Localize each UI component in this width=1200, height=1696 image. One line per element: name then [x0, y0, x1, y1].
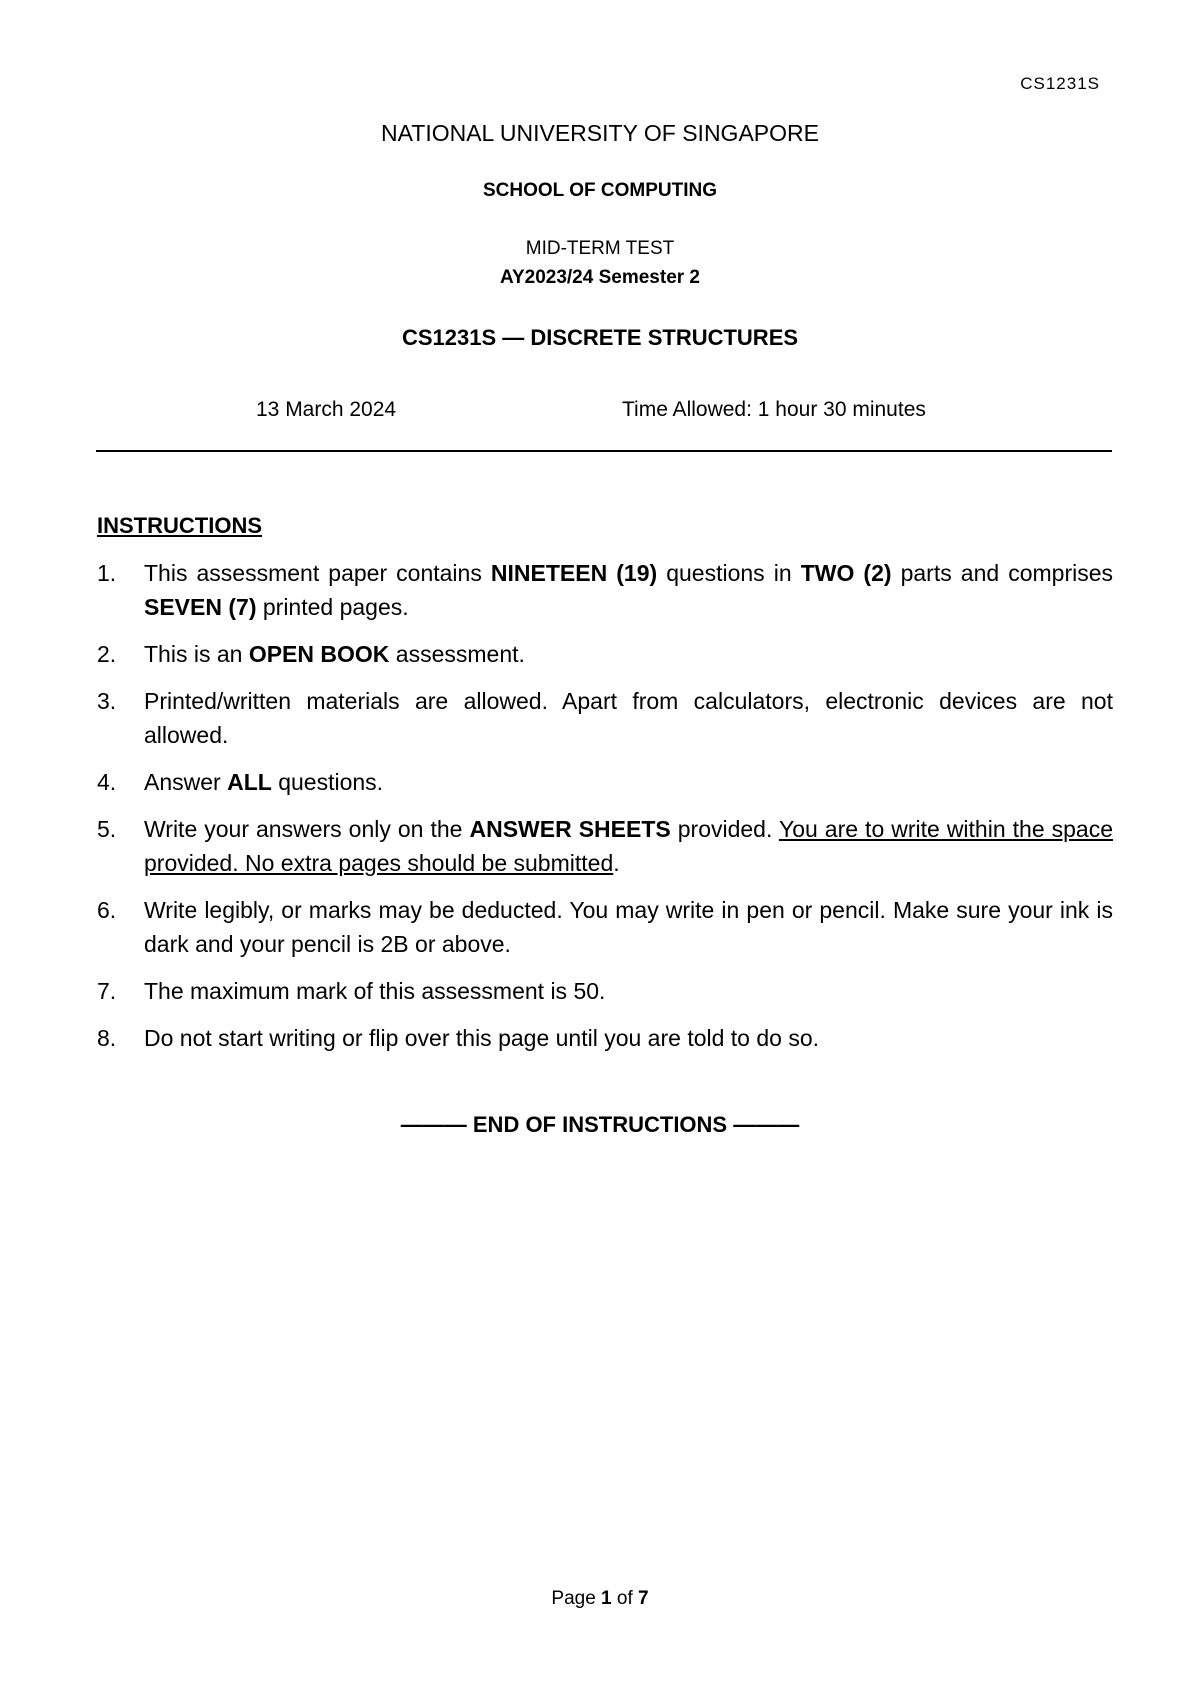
page-total: 7: [638, 1588, 649, 1609]
instructions-list: [97, 556, 1113, 1068]
instruction-item: [97, 893, 1113, 961]
page-of: of: [611, 1588, 639, 1609]
instruction-emphasis: NINETEEN (19): [490, 560, 658, 586]
instruction-number: 5.: [97, 816, 117, 842]
page-current: 1: [601, 1588, 612, 1609]
instruction-text: parts and comprises: [891, 560, 1114, 586]
instruction-item: [97, 1021, 1113, 1055]
instruction-item: [97, 974, 1113, 1008]
instruction-emphasis: SEVEN (7): [144, 594, 257, 620]
instruction-text: The maximum mark of this assessment is 50.: [144, 978, 606, 1004]
course-title: CS1231S — DISCRETE STRUCTURES: [401, 325, 799, 350]
academic-year: AY2023/24 Semester 2: [499, 267, 700, 288]
header-course-code: CS1231S: [1020, 74, 1100, 93]
instruction-text: questions in: [657, 560, 801, 586]
instruction-text: assessment.: [389, 641, 525, 667]
instructions-heading: INSTRUCTIONS: [97, 513, 262, 538]
instruction-number: 2.: [97, 641, 117, 667]
instruction-text: Answer: [144, 769, 228, 795]
instruction-text: Write legibly, or marks may be deducted. You may write in pen or pencil. Make sure your ink is dark and your pencil is 2B or above.: [144, 897, 1113, 957]
test-type: MID-TERM TEST: [525, 238, 675, 259]
instruction-number: 1.: [97, 560, 117, 586]
instruction-text: questions.: [271, 769, 384, 795]
page-footer: [0, 1588, 1200, 1610]
instruction-text: This assessment paper contains: [144, 560, 491, 586]
test-date: 13 March 2024: [256, 398, 397, 421]
instruction-emphasis: OPEN BOOK: [248, 641, 390, 667]
instruction-emphasis: ALL: [227, 769, 272, 795]
instruction-item: [97, 812, 1113, 880]
instruction-emphasis: ANSWER SHEETS: [469, 816, 671, 842]
instruction-emphasis: TWO (2): [800, 560, 892, 586]
instruction-text: Do not start writing or flip over this page until you are told to do so.: [144, 1025, 820, 1051]
instruction-number: 7.: [97, 978, 117, 1004]
header-divider: [96, 450, 1112, 452]
instruction-text: provided.: [670, 816, 779, 842]
instruction-number: 6.: [97, 897, 117, 923]
school-name: SCHOOL OF COMPUTING: [483, 180, 717, 201]
instruction-number: 3.: [97, 688, 117, 714]
instruction-item: [97, 684, 1113, 752]
instruction-text: Write your answers only on the: [144, 816, 470, 842]
instruction-number: 4.: [97, 769, 117, 795]
instruction-text: .: [613, 850, 620, 876]
instruction-text: Printed/written materials are allowed. Apart from calculators, electronic devices are not allowed.: [144, 688, 1113, 748]
instruction-number: 8.: [97, 1025, 117, 1051]
instruction-item: [97, 637, 1113, 671]
page-label: Page: [551, 1588, 602, 1609]
instruction-underlined: You are to write within the space provided. No extra pages should be submitted: [144, 816, 1113, 876]
instruction-item: [97, 556, 1113, 624]
university-name: NATIONAL UNIVERSITY OF SINGAPORE: [381, 120, 819, 146]
instruction-text: This is an: [144, 641, 249, 667]
end-of-instructions: ——— END OF INSTRUCTIONS ———: [400, 1112, 800, 1137]
instruction-text: printed pages.: [256, 594, 409, 620]
instruction-item: [97, 765, 1113, 799]
time-allowed: Time Allowed: 1 hour 30 minutes: [622, 398, 926, 421]
